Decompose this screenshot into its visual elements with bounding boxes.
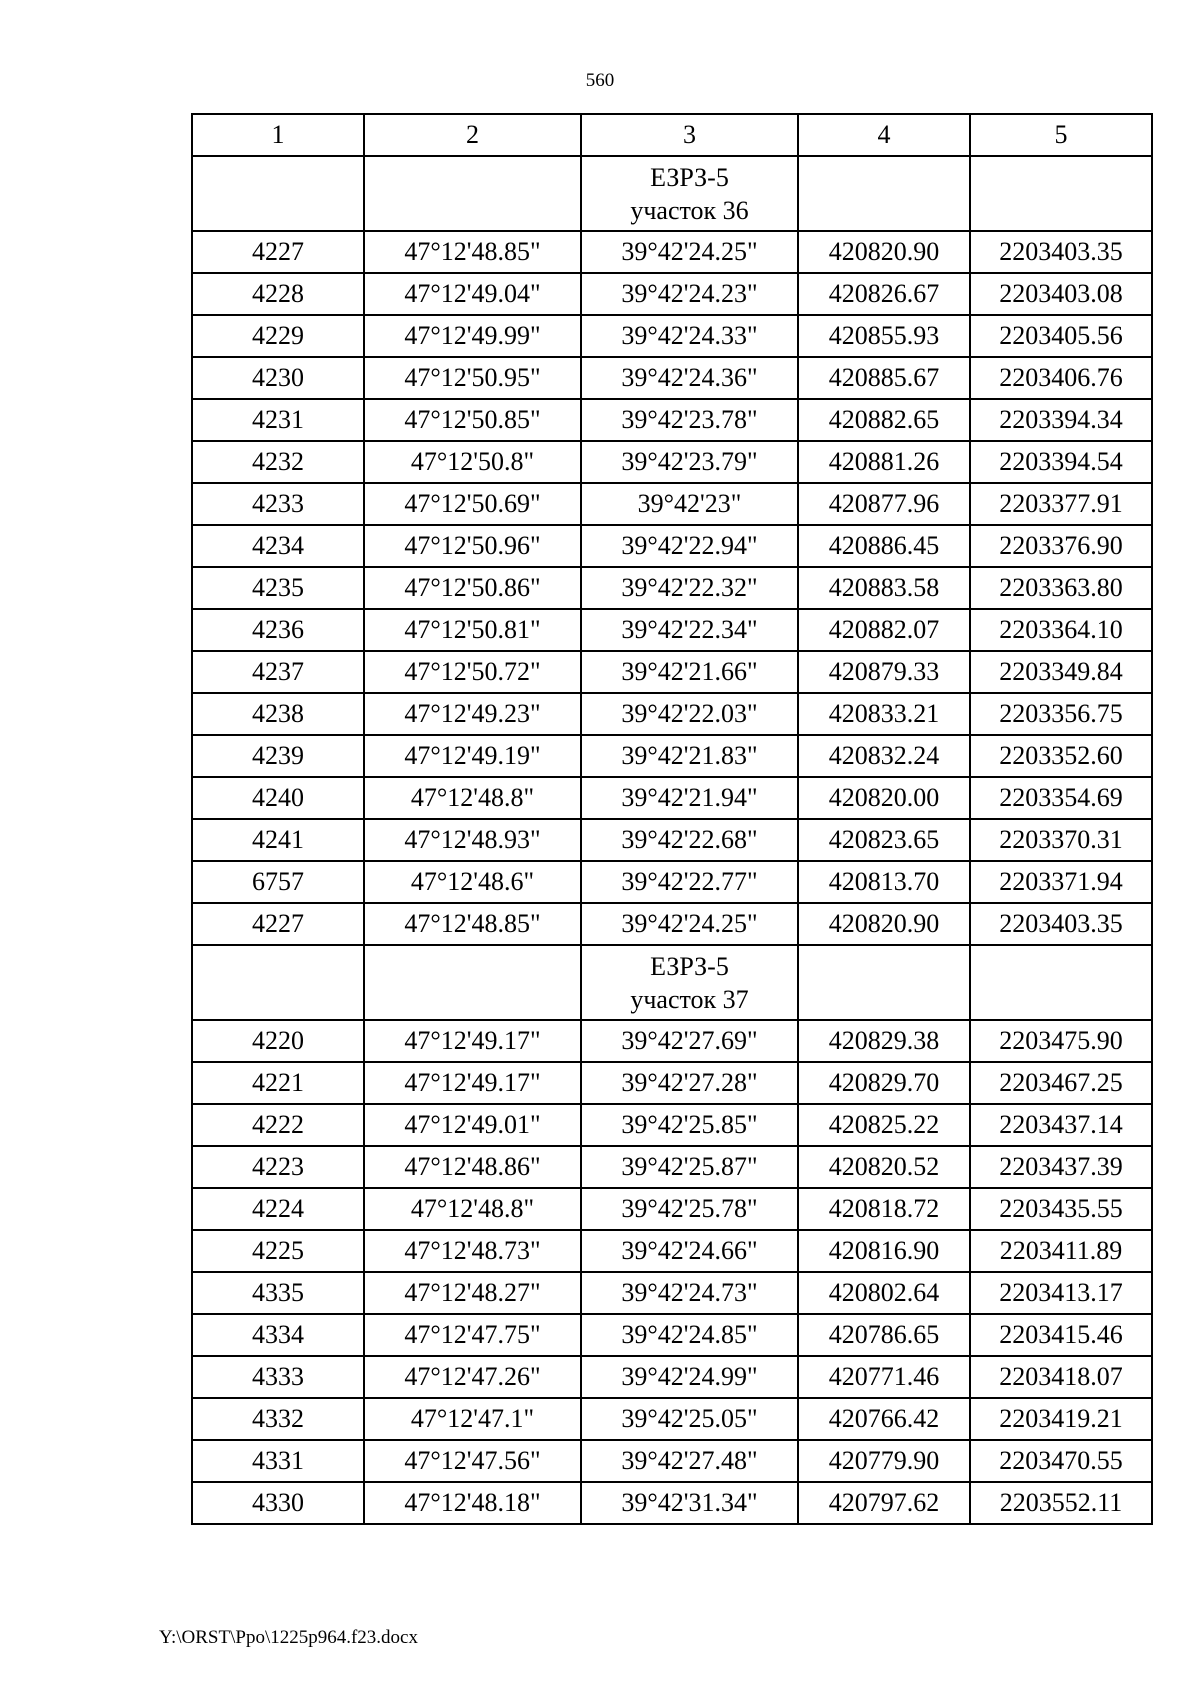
y-coordinate-cell: 2203413.17 (970, 1272, 1152, 1314)
longitude-cell: 39°42'31.34" (581, 1482, 798, 1524)
point-number-cell: 6757 (192, 861, 364, 903)
section-header-row (192, 156, 1152, 231)
longitude-cell: 39°42'24.25" (581, 903, 798, 945)
longitude-cell: 39°42'23.79" (581, 441, 798, 483)
latitude-cell: 47°12'48.6" (364, 861, 581, 903)
y-coordinate-cell: 2203371.94 (970, 861, 1152, 903)
table-row (192, 777, 1152, 819)
point-number-cell: 4331 (192, 1440, 364, 1482)
y-coordinate-cell: 2203394.34 (970, 399, 1152, 441)
table-row (192, 1020, 1152, 1062)
table-row (192, 399, 1152, 441)
longitude-cell: 39°42'25.85" (581, 1104, 798, 1146)
y-coordinate-cell: 2203437.39 (970, 1146, 1152, 1188)
x-coordinate-cell: 420885.67 (798, 357, 970, 399)
point-number-cell: 4332 (192, 1398, 364, 1440)
table-row (192, 231, 1152, 273)
point-number-cell: 4220 (192, 1020, 364, 1062)
table-body (192, 114, 1152, 1524)
latitude-cell: 47°12'50.8" (364, 441, 581, 483)
x-coordinate-cell: 420818.72 (798, 1188, 970, 1230)
table-row (192, 315, 1152, 357)
section-header-row (192, 945, 1152, 1020)
empty-cell (364, 945, 581, 1020)
latitude-cell: 47°12'49.99" (364, 315, 581, 357)
table-row (192, 1398, 1152, 1440)
longitude-cell: 39°42'23.78" (581, 399, 798, 441)
section-title-parcel: участок 36 (630, 195, 749, 225)
y-coordinate-cell: 2203394.54 (970, 441, 1152, 483)
longitude-cell: 39°42'22.03" (581, 693, 798, 735)
point-number-cell: 4231 (192, 399, 364, 441)
y-coordinate-cell: 2203376.90 (970, 525, 1152, 567)
latitude-cell: 47°12'50.69" (364, 483, 581, 525)
point-number-cell: 4229 (192, 315, 364, 357)
point-number-cell: 4334 (192, 1314, 364, 1356)
point-number-cell: 4234 (192, 525, 364, 567)
y-coordinate-cell: 2203418.07 (970, 1356, 1152, 1398)
longitude-cell: 39°42'21.94" (581, 777, 798, 819)
x-coordinate-cell: 420820.00 (798, 777, 970, 819)
page-number: 560 (585, 70, 615, 91)
point-number-cell: 4240 (192, 777, 364, 819)
point-number-cell: 4227 (192, 231, 364, 273)
table-row (192, 1062, 1152, 1104)
y-coordinate-cell: 2203411.89 (970, 1230, 1152, 1272)
point-number-cell: 4235 (192, 567, 364, 609)
point-number-cell: 4221 (192, 1062, 364, 1104)
latitude-cell: 47°12'49.17" (364, 1020, 581, 1062)
point-number-cell: 4333 (192, 1356, 364, 1398)
x-coordinate-cell: 420802.64 (798, 1272, 970, 1314)
latitude-cell: 47°12'47.1" (364, 1398, 581, 1440)
x-coordinate-cell: 420826.67 (798, 273, 970, 315)
table-row (192, 1356, 1152, 1398)
latitude-cell: 47°12'47.56" (364, 1440, 581, 1482)
longitude-cell: 39°42'24.36" (581, 357, 798, 399)
table-row (192, 735, 1152, 777)
x-coordinate-cell: 420833.21 (798, 693, 970, 735)
point-number-cell: 4335 (192, 1272, 364, 1314)
y-coordinate-cell: 2203470.55 (970, 1440, 1152, 1482)
table-row (192, 693, 1152, 735)
longitude-cell: 39°42'25.78" (581, 1188, 798, 1230)
x-coordinate-cell: 420816.90 (798, 1230, 970, 1272)
x-coordinate-cell: 420813.70 (798, 861, 970, 903)
point-number-cell: 4236 (192, 609, 364, 651)
table-row (192, 483, 1152, 525)
latitude-cell: 47°12'48.86" (364, 1146, 581, 1188)
x-coordinate-cell: 420879.33 (798, 651, 970, 693)
section-title-zone: ЕЗРЗ-5 (650, 951, 729, 981)
longitude-cell: 39°42'27.28" (581, 1062, 798, 1104)
header-cell: 1 (192, 114, 364, 156)
y-coordinate-cell: 2203364.10 (970, 609, 1152, 651)
y-coordinate-cell: 2203403.35 (970, 231, 1152, 273)
longitude-cell: 39°42'24.23" (581, 273, 798, 315)
point-number-cell: 4233 (192, 483, 364, 525)
table-row (192, 1104, 1152, 1146)
table-row (192, 525, 1152, 567)
longitude-cell: 39°42'22.68" (581, 819, 798, 861)
y-coordinate-cell: 2203403.08 (970, 273, 1152, 315)
point-number-cell: 4238 (192, 693, 364, 735)
latitude-cell: 47°12'49.19" (364, 735, 581, 777)
point-number-cell: 4241 (192, 819, 364, 861)
latitude-cell: 47°12'50.95" (364, 357, 581, 399)
point-number-cell: 4239 (192, 735, 364, 777)
empty-cell (364, 156, 581, 231)
point-number-cell: 4223 (192, 1146, 364, 1188)
empty-cell (798, 156, 970, 231)
x-coordinate-cell: 420820.52 (798, 1146, 970, 1188)
section-title-parcel: участок 37 (630, 984, 749, 1014)
x-coordinate-cell: 420779.90 (798, 1440, 970, 1482)
table-row (192, 609, 1152, 651)
table-row (192, 1146, 1152, 1188)
empty-cell (970, 156, 1152, 231)
table-row (192, 1314, 1152, 1356)
table-row (192, 1482, 1152, 1524)
latitude-cell: 47°12'48.8" (364, 1188, 581, 1230)
longitude-cell: 39°42'24.33" (581, 315, 798, 357)
y-coordinate-cell: 2203437.14 (970, 1104, 1152, 1146)
x-coordinate-cell: 420820.90 (798, 903, 970, 945)
x-coordinate-cell: 420786.65 (798, 1314, 970, 1356)
point-number-cell: 4230 (192, 357, 364, 399)
y-coordinate-cell: 2203435.55 (970, 1188, 1152, 1230)
x-coordinate-cell: 420882.65 (798, 399, 970, 441)
empty-cell (192, 945, 364, 1020)
latitude-cell: 47°12'49.04" (364, 273, 581, 315)
x-coordinate-cell: 420820.90 (798, 231, 970, 273)
header-cell: 2 (364, 114, 581, 156)
header-cell: 4 (798, 114, 970, 156)
latitude-cell: 47°12'50.85" (364, 399, 581, 441)
table-row (192, 651, 1152, 693)
y-coordinate-cell: 2203363.80 (970, 567, 1152, 609)
longitude-cell: 39°42'25.87" (581, 1146, 798, 1188)
latitude-cell: 47°12'48.18" (364, 1482, 581, 1524)
x-coordinate-cell: 420797.62 (798, 1482, 970, 1524)
longitude-cell: 39°42'21.83" (581, 735, 798, 777)
latitude-cell: 47°12'50.96" (364, 525, 581, 567)
table-row (192, 441, 1152, 483)
y-coordinate-cell: 2203415.46 (970, 1314, 1152, 1356)
latitude-cell: 47°12'48.8" (364, 777, 581, 819)
y-coordinate-cell: 2203406.76 (970, 357, 1152, 399)
point-number-cell: 4224 (192, 1188, 364, 1230)
x-coordinate-cell: 420771.46 (798, 1356, 970, 1398)
latitude-cell: 47°12'50.72" (364, 651, 581, 693)
header-cell: 3 (581, 114, 798, 156)
empty-cell (970, 945, 1152, 1020)
longitude-cell: 39°42'21.66" (581, 651, 798, 693)
longitude-cell: 39°42'27.48" (581, 1440, 798, 1482)
longitude-cell: 39°42'24.99" (581, 1356, 798, 1398)
x-coordinate-cell: 420882.07 (798, 609, 970, 651)
y-coordinate-cell: 2203419.21 (970, 1398, 1152, 1440)
y-coordinate-cell: 2203349.84 (970, 651, 1152, 693)
longitude-cell: 39°42'24.73" (581, 1272, 798, 1314)
longitude-cell: 39°42'24.25" (581, 231, 798, 273)
table-row (192, 1440, 1152, 1482)
longitude-cell: 39°42'22.34" (581, 609, 798, 651)
latitude-cell: 47°12'48.73" (364, 1230, 581, 1272)
coordinates-table (191, 113, 1153, 1525)
longitude-cell: 39°42'25.05" (581, 1398, 798, 1440)
table-row (192, 1272, 1152, 1314)
x-coordinate-cell: 420881.26 (798, 441, 970, 483)
table-row (192, 1230, 1152, 1272)
latitude-cell: 47°12'50.81" (364, 609, 581, 651)
y-coordinate-cell: 2203467.25 (970, 1062, 1152, 1104)
header-cell: 5 (970, 114, 1152, 156)
empty-cell (192, 156, 364, 231)
footer-file-path: Y:\ORST\Ppo\1225p964.f23.docx (159, 1627, 418, 1648)
y-coordinate-cell: 2203354.69 (970, 777, 1152, 819)
point-number-cell: 4237 (192, 651, 364, 693)
x-coordinate-cell: 420877.96 (798, 483, 970, 525)
longitude-cell: 39°42'27.69" (581, 1020, 798, 1062)
section-title-zone: ЕЗРЗ-5 (650, 162, 729, 192)
point-number-cell: 4222 (192, 1104, 364, 1146)
latitude-cell: 47°12'47.75" (364, 1314, 581, 1356)
section-title-cell (581, 156, 798, 231)
point-number-cell: 4232 (192, 441, 364, 483)
longitude-cell: 39°42'23" (581, 483, 798, 525)
y-coordinate-cell: 2203403.35 (970, 903, 1152, 945)
empty-cell (798, 945, 970, 1020)
latitude-cell: 47°12'49.23" (364, 693, 581, 735)
y-coordinate-cell: 2203475.90 (970, 1020, 1152, 1062)
latitude-cell: 47°12'49.01" (364, 1104, 581, 1146)
longitude-cell: 39°42'24.66" (581, 1230, 798, 1272)
x-coordinate-cell: 420766.42 (798, 1398, 970, 1440)
x-coordinate-cell: 420825.22 (798, 1104, 970, 1146)
longitude-cell: 39°42'22.94" (581, 525, 798, 567)
x-coordinate-cell: 420829.70 (798, 1062, 970, 1104)
y-coordinate-cell: 2203377.91 (970, 483, 1152, 525)
point-number-cell: 4227 (192, 903, 364, 945)
point-number-cell: 4330 (192, 1482, 364, 1524)
latitude-cell: 47°12'47.26" (364, 1356, 581, 1398)
x-coordinate-cell: 420855.93 (798, 315, 970, 357)
latitude-cell: 47°12'48.93" (364, 819, 581, 861)
table-row (192, 357, 1152, 399)
longitude-cell: 39°42'24.85" (581, 1314, 798, 1356)
latitude-cell: 47°12'48.85" (364, 903, 581, 945)
table-header-row (192, 114, 1152, 156)
table-row (192, 273, 1152, 315)
y-coordinate-cell: 2203405.56 (970, 315, 1152, 357)
latitude-cell: 47°12'48.27" (364, 1272, 581, 1314)
latitude-cell: 47°12'50.86" (364, 567, 581, 609)
x-coordinate-cell: 420832.24 (798, 735, 970, 777)
y-coordinate-cell: 2203352.60 (970, 735, 1152, 777)
latitude-cell: 47°12'49.17" (364, 1062, 581, 1104)
point-number-cell: 4225 (192, 1230, 364, 1272)
longitude-cell: 39°42'22.32" (581, 567, 798, 609)
y-coordinate-cell: 2203356.75 (970, 693, 1152, 735)
x-coordinate-cell: 420883.58 (798, 567, 970, 609)
latitude-cell: 47°12'48.85" (364, 231, 581, 273)
table-row (192, 567, 1152, 609)
x-coordinate-cell: 420823.65 (798, 819, 970, 861)
longitude-cell: 39°42'22.77" (581, 861, 798, 903)
table-row (192, 819, 1152, 861)
table-row (192, 861, 1152, 903)
y-coordinate-cell: 2203370.31 (970, 819, 1152, 861)
x-coordinate-cell: 420829.38 (798, 1020, 970, 1062)
x-coordinate-cell: 420886.45 (798, 525, 970, 567)
table-row (192, 1188, 1152, 1230)
point-number-cell: 4228 (192, 273, 364, 315)
y-coordinate-cell: 2203552.11 (970, 1482, 1152, 1524)
section-title-cell (581, 945, 798, 1020)
table-row (192, 903, 1152, 945)
